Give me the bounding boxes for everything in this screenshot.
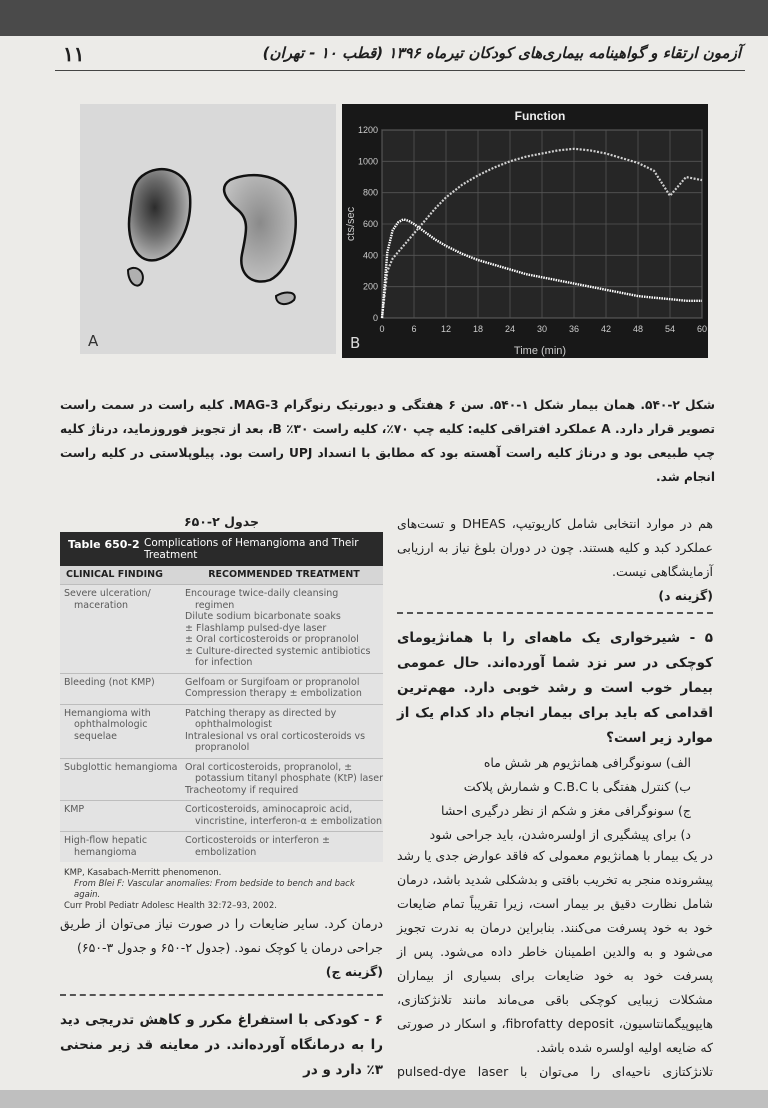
finding-line: Subglottic hemangioma xyxy=(64,761,178,773)
bladder-spot-left xyxy=(128,268,143,286)
question-6: ۶ - کودکی با استفراغ مکرر و کاهش تدریجی دید را به درمانگاه آورده‌اند. در معاینه قد زیر منحنی ۳٪ دارد و در xyxy=(60,1012,383,1078)
answer-option: الف) سونوگرافی همانژیوم هر شش ماه xyxy=(483,755,691,770)
table-caption: Complications of Hemangioma and Their Treatment xyxy=(144,537,359,561)
x-tick-label: 24 xyxy=(504,324,516,334)
treatment-line: ± Culture-directed systemic antibiotics xyxy=(185,645,371,657)
table-column-headers xyxy=(60,566,383,584)
right-divider xyxy=(397,612,713,614)
table-cell-treatment xyxy=(185,708,383,754)
treatment-line: ophthalmologist xyxy=(195,719,272,730)
table-footnote-source: From Blei F: Vascular anomalies: From bedside to bench and back again. xyxy=(74,879,355,900)
table-header xyxy=(60,532,383,566)
right-para-1: هم در موارد انتخابی شامل کاریوتیپ، DHEAS و تست‌های عملکرد کبد و کلیه هستند. چون در دوران بلوغ نیاز به ارزیابی آزمایشگاهی نیست. xyxy=(397,516,713,579)
y-tick-label: 0 xyxy=(372,313,378,323)
renogram-chart xyxy=(342,104,708,358)
x-tick-label: 18 xyxy=(472,324,484,334)
table-cell-finding xyxy=(60,835,185,858)
answer-option: ج) سونوگرافی مغز و شکم از نظر درگیری احشا xyxy=(441,803,691,818)
x-tick-label: 6 xyxy=(411,324,417,334)
page-header xyxy=(55,38,745,72)
y-tick-label: 400 xyxy=(362,250,378,261)
table-row xyxy=(60,800,383,831)
table-title-fa: جدول ۲-۶۵۰ xyxy=(184,514,259,529)
finding-line: sequelae xyxy=(74,730,117,742)
treatment-line: Compression therapy ± embolization xyxy=(185,688,362,699)
table-cell-treatment xyxy=(185,762,383,797)
table-row xyxy=(60,758,383,801)
x-tick-label: 12 xyxy=(440,324,452,334)
treatment-line: ± Oral corticosteroids or propranolol xyxy=(185,634,359,645)
x-tick-label: 0 xyxy=(379,324,385,334)
chart-grid xyxy=(382,130,702,318)
finding-line: Severe ulceration/ xyxy=(64,588,151,599)
finding-line: Bleeding (not KMP) xyxy=(64,676,155,688)
chart-title: Function xyxy=(514,109,566,123)
table-body xyxy=(60,584,383,862)
figure-panel-b xyxy=(342,104,708,358)
x-tick-label: 48 xyxy=(632,324,644,334)
x-tick-label: 42 xyxy=(600,324,612,334)
right-answer-1: (گزینه د) xyxy=(658,588,713,603)
right-para-2-block xyxy=(397,844,713,1108)
left-divider xyxy=(60,994,383,996)
treatment-line: Encourage twice-daily cleansing xyxy=(185,588,339,599)
left-answer-1: (گزینه ج) xyxy=(325,964,383,979)
treatment-line: Dilute sodium bicarbonate soaks xyxy=(185,611,341,622)
left-kidney-outline xyxy=(129,169,190,260)
table-number: Table 650-2 xyxy=(68,538,140,551)
answer-option: د) برای پیشگیری از اولسره‌شدن، باید جراحی شود xyxy=(429,827,691,842)
finding-line: KMP xyxy=(64,804,85,815)
table-cell-finding xyxy=(60,762,185,797)
table-cell-finding xyxy=(60,804,185,827)
figure-caption: شکل ۲-۵۴۰. همان بیمار شکل ۱-۵۴۰. سن ۶ هفتگی و دیورتیک رنوگرام MAG-3. کلیه راست در سمت راست تصویر قرار دارد. A عملکرد افتراقی کلیه: کلیه چپ ۷۰٪، کلیه راست ۳۰٪ B، بعد از تجویز فوروزماید، درناژ کلیه چپ طبیعی بود و درناژ کلیه راست آهسته بود که مطابق با انسداد UPJ راست بود. پیلوپلاستی در کلیه راست انجام شد. xyxy=(60,398,716,484)
col-clinical-finding: CLINICAL FINDING xyxy=(66,569,163,580)
bottom-band xyxy=(0,1090,768,1108)
y-tick-label: 1000 xyxy=(357,156,378,167)
question-5-options xyxy=(397,751,713,847)
treatment-line: vincristine, interferon-α ± embolization xyxy=(195,815,383,827)
question-5-block xyxy=(397,626,713,847)
table-row xyxy=(60,584,383,673)
top-band xyxy=(0,0,768,36)
table-cell-finding xyxy=(60,708,185,754)
bladder-spot-right xyxy=(276,293,295,305)
treatment-line: propranolol xyxy=(195,742,250,753)
question-5: ۵ - شیرخواری یک ماهه‌ای را با همانژیومای کوچکی در سر نزد شما آورده‌اند. حال عمومی بیمار خوب است و رشد خوبی دارد. مهم‌ترین اقدامی که باید برای بیمار انجام داد کدام یک از موارد زیر است؟ xyxy=(397,630,713,746)
header-rule xyxy=(55,70,745,71)
chart-y-axis-label: cts/sec xyxy=(345,206,357,242)
finding-line: Hemangioma with xyxy=(64,707,151,719)
treatment-line: Intralesional vs oral corticosteroids vs xyxy=(185,730,366,742)
y-tick-label: 200 xyxy=(362,281,378,292)
col-recommended-treatment: RECOMMENDED TREATMENT xyxy=(208,569,360,580)
left-column-text xyxy=(60,912,383,984)
treatment-line: embolization xyxy=(195,846,257,858)
table-row xyxy=(60,831,383,862)
treatment-line: Patching therapy as directed by xyxy=(185,707,337,719)
table-cell-treatment xyxy=(185,835,383,858)
left-para-1: درمان کرد. سایر ضایعات را در صورت نیاز می‌توان از طریق جراحی درمان یا کوچک نمود. (جدول ۲-۶۵۰ و جدول ۳-۶۵۰) xyxy=(60,916,383,955)
finding-line: maceration xyxy=(74,599,129,611)
table-650-2 xyxy=(60,512,383,912)
right-para-1-block xyxy=(397,512,713,608)
treatment-line: ± Flashlamp pulsed-dye laser xyxy=(185,622,327,634)
treatment-line: Corticosteroids or interferon ± xyxy=(185,835,330,846)
x-tick-label: 36 xyxy=(568,324,580,334)
y-tick-label: 1200 xyxy=(357,125,378,135)
renal-scan-image xyxy=(80,104,336,354)
finding-line: hemangioma xyxy=(74,846,137,858)
finding-line: High-flow hepatic xyxy=(64,835,148,846)
x-tick-label: 54 xyxy=(664,324,676,334)
y-tick-label: 800 xyxy=(362,187,378,198)
treatment-line: Corticosteroids, aminocaproic acid, xyxy=(185,804,353,815)
table-footnote-journal: Curr Probl Pediatr Adolesc Health 32:72–93, 2002. xyxy=(64,901,277,911)
figure-panel-a xyxy=(80,104,336,354)
x-tick-label: 60 xyxy=(696,324,708,334)
y-tick-label: 600 xyxy=(362,219,378,229)
panel-b-label: B xyxy=(350,334,361,352)
finding-line: ophthalmologic xyxy=(74,719,148,730)
table-cell-treatment xyxy=(185,588,383,669)
chart-x-axis-label: Time (min) xyxy=(513,345,567,357)
table-cell-treatment xyxy=(185,677,383,700)
treatment-line: regimen xyxy=(195,599,235,611)
treatment-line: Tracheotomy if required xyxy=(185,784,299,796)
treatment-line: Oral corticosteroids, propranolol, ± xyxy=(185,761,353,773)
answer-option: ب) کنترل هفتگی با C.B.C و شمارش پلاکت xyxy=(463,779,691,794)
table-cell-finding xyxy=(60,677,185,700)
table-row xyxy=(60,704,383,758)
treatment-line: for infection xyxy=(195,657,253,668)
treatment-line: Gelfoam or Surgifoam or propranolol xyxy=(185,676,360,688)
x-tick-label: 30 xyxy=(536,324,548,334)
table-footnote-abbrev: KMP, Kasabach-Merritt phenomenon. xyxy=(64,868,222,878)
right-kidney-outline xyxy=(224,175,296,281)
table-row xyxy=(60,673,383,704)
right-para-3: تلانژکتازی ناحیه‌ای را می‌توان با pulsed-dye laser xyxy=(397,1064,713,1079)
table-cell-finding xyxy=(60,588,185,669)
panel-a-label: A xyxy=(88,332,99,350)
table-footnote xyxy=(60,862,383,912)
table-cell-treatment xyxy=(185,804,383,827)
treatment-line: potassium titanyl phosphate (KtP) laser xyxy=(195,773,383,784)
page-number: ۱۱ xyxy=(63,42,85,66)
running-title: آزمون ارتقاء و گواهینامه بیماری‌های کودکان تیرماه ۱۳۹۶ (قطب ۱۰ - تهران) xyxy=(262,44,741,62)
right-para-2: در یک بیمار با همانژیوم معمولی که فاقد عوارض جدی یا رشد پیشرونده منجر به تخریب بافتی و بدشکلی شدید باشد، درمان شامل نظارت دقیق بر بیمار است، زیرا تقریباً تمام ضایعات خود به خود پسرفت می‌کنند. بنابراین درمان به ندرت تجویز می‌شود و به والدین اطمینان خاطر داده می‌شود. پس از پسرفت خود به خود ضایعات برای بسیاری از بیماران مشکلات زیبایی کوچکی باقی می‌ماند مانند تلانژکتازی، هایپوپیگمانتاسیون، fibrofatty deposit، و اسکار در صورتی که ضایعه اولیه اولسره شده باشد. xyxy=(397,848,713,1055)
